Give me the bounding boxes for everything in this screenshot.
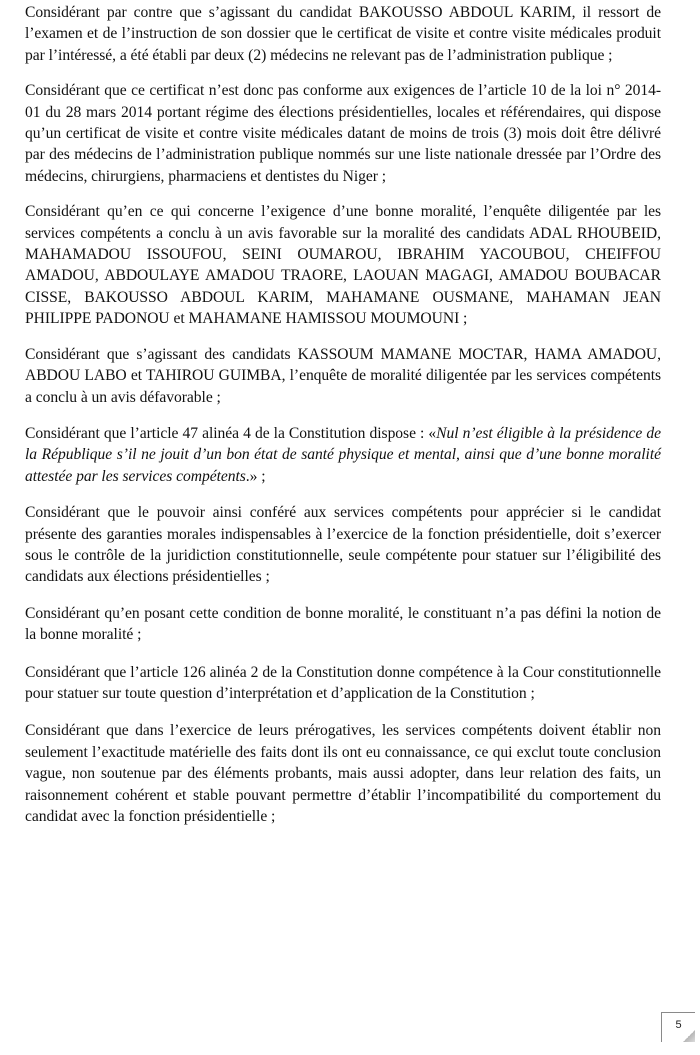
document-page: [25, 2, 661, 842]
constitution-quote: Nul n’est éligible à la présidence de la République s’il ne jouit d’un bon état de santé physique et mental, ainsi que d’une bonne moralité attestée par les services compétents: [25, 424, 661, 485]
paragraph-4: Considérant que s’agissant des candidats KASSOUM MAMANE MOCTAR, HAMA AMADOU, ABDOU LABO et TAHIROU GUIMBA, l’enquête de moralité diligentée par les services compétents a conclu à un avis défavorable ;: [25, 345, 661, 406]
paragraph-3: Considérant qu’en ce qui concerne l’exigence d’une bonne moralité, l’enquête diligentée par les services compétents a conclu à un avis favorable sur la moralité des candidats ADAL RHOUBEID, MAHAMADOU ISSOUFOU, SEINI OUMAROU, IBRAHIM YACOUBOU, CHEIFFOU AMADOU, ABDOULAYE AMADOU TRAORE, LAOUAN MAGAGI, AMADOU BOUBACAR CISSE, BAKOUSSO ABDOUL KARIM, MAHAMANE OUSMANE, MAHAMAN JEAN PHILIPPE PADONOU et MAHAMANE HAMISSOU MOUMOUNI ;: [25, 203, 661, 328]
paragraph-2: Considérant que ce certificat n’est donc pas conforme aux exigences de l’article 10 de la loi n° 2014-01 du 28 mars 2014 portant régime des élections présidentielles, locales et référendaires, qui dispose qu’un certificat de visite et contre visite médicales datant de moins de trois (3) mois doit être délivré par des médecins de l’administration publique nommés sur une liste nationale dressée par l’Ordre des médecins, chirurgiens, pharmaciens et dentistes du Niger ;: [25, 82, 661, 185]
paragraph-6: Considérant que le pouvoir ainsi conféré aux services compétents pour apprécier si le candidat présente des garanties morales indispensables à l’exercice de la fonction présidentielle, doit s’exercer sous le contrôle de la juridiction constitutionnelle, seule compétente pour statuer sur l’éligibilité des candidats aux élections présidentielles ;: [25, 504, 661, 586]
paragraph-9: Considérant que dans l’exercice de leurs prérogatives, les services compétents doivent établir non seulement l’exactitude matérielle des faits dont ils ont eu connaissance, ce qui exclut toute conclusion vague, non soutenue par des éléments probants, mais aussi adopter, dans leur relation des faits, un raisonnement cohérent et stable pouvant permettre d’établir l’incompatibilité du comportement du candidat avec la fonction présidentielle ;: [25, 722, 661, 825]
paragraph-7: Considérant qu’en posant cette condition de bonne moralité, le constituant n’a pas défini la notion de la bonne moralité ;: [25, 604, 661, 644]
paragraph-5-prefix: Considérant que l’article 47 alinéa 4 de la Constitution dispose : «: [25, 424, 437, 442]
paragraph-1: Considérant par contre que s’agissant du candidat BAKOUSSO ABDOUL KARIM, il ressort de l’examen et de l’instruction de son dossier que le certificat de visite et contre visite médicales produit par l’intéressé, a été établi par deux (2) médecins ne relevant pas de l’administration publique ;: [25, 4, 661, 64]
page-number: 5: [661, 1012, 695, 1042]
paragraph-5-article-47-quote: [25, 423, 661, 487]
paragraph-8: Considérant que l’article 126 alinéa 2 de la Constitution donne compétence à la Cour constitutionnelle pour statuer sur toute question d’interprétation et d’application de la Constitution ;: [25, 663, 661, 702]
paragraph-5-suffix: .» ;: [245, 467, 266, 485]
